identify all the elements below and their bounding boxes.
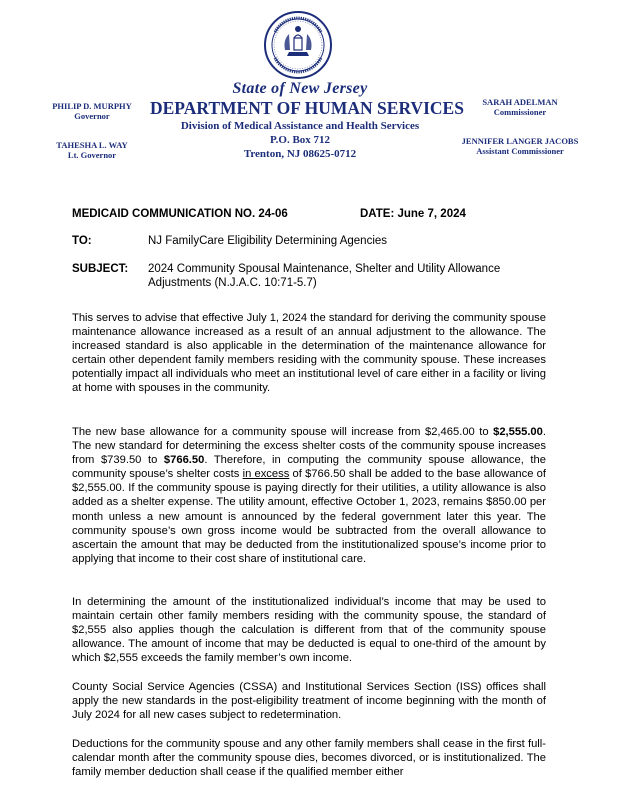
communication-number: MEDICAID COMMUNICATION NO. 24-06 bbox=[72, 208, 288, 220]
paragraph-family-members: In determining the amount of the institutionalized individual’s income that may be used to maintain certain other family members residing with the community spouse, the standard of $2,555 also applies though the calculation is different from that of the community spouse allowance. The amount of income that may be deducted is equal to one-third of the amount by which $2,555 exceeds the family member’s own income. bbox=[72, 596, 546, 665]
state-name: State of New Jersey bbox=[232, 80, 368, 97]
governor-block bbox=[36, 101, 148, 121]
division-name: Division of Medical Assistance and Health Services bbox=[180, 120, 420, 132]
lt-governor-block bbox=[36, 140, 148, 160]
po-box: P.O. Box 712 bbox=[269, 134, 331, 146]
paragraph-deductions: Deductions for the community spouse and any other family members shall cease in the first full-calendar month after the community spouse dies, becomes divorced, or is institutionalized. The family member deduction shall cease if the qualified member either bbox=[72, 738, 546, 779]
new-shelter-standard: $766.50 bbox=[163, 454, 205, 467]
p2-text-e: . Therefore, in computing the community spouse allowance, the community spouse’s shelter costs bbox=[72, 454, 546, 481]
subject-line-2: Adjustments (N.J.A.C. 10:71-5.7) bbox=[148, 277, 317, 289]
state-seal-logo bbox=[263, 10, 333, 80]
governor-title: Governor bbox=[74, 111, 110, 121]
commissioner-title: Commissioner bbox=[493, 107, 547, 117]
department-name: DEPARTMENT OF HUMAN SERVICES bbox=[150, 98, 464, 118]
assistant-commissioner-title: Assistant Commissioner bbox=[476, 146, 564, 156]
assistant-commissioner-block bbox=[445, 136, 595, 156]
subject-label: SUBJECT: bbox=[72, 263, 129, 275]
memo-date: DATE: June 7, 2024 bbox=[360, 208, 466, 220]
paragraph-base-allowance bbox=[72, 425, 546, 566]
to-value: NJ FamilyCare Eligibility Determining Agencies bbox=[148, 235, 388, 247]
in-excess-underlined: in excess bbox=[242, 468, 290, 481]
lt-governor-name: TAHESHA L. WAY bbox=[56, 140, 128, 150]
city-address: Trenton, NJ 08625-0712 bbox=[243, 148, 357, 160]
p2-text-g: of $766.50 shall be added to the base allowance of $2,555.00. If the community spouse is paying directly for their utilities, a utility allowance is also added as a shelter expense. The utility amount, effective October 1, 2023, remains $850.00 per month unless a new amount is announced by the federal government later this year. The community spouse’s own gross income would be subtracted from the overall allowance to ascertain the amount that may be deducted from the institutionalized spouse’s income prior to applying that income to their cost share of institutional care. bbox=[72, 468, 546, 565]
commissioner-name: SARAH ADELMAN bbox=[482, 97, 558, 107]
lt-governor-title: Lt. Governor bbox=[67, 150, 117, 160]
paragraph-cssa-iss: County Social Service Agencies (CSSA) and Institutional Services Section (ISS) offices shall apply the new standards in the post-eligibility treatment of income beginning with the month of July 2024 for all new cases subject to redetermination. bbox=[72, 681, 546, 722]
p2-text-c: . The new standard for determining the excess shelter costs of the community spouse increases from $739.50 to bbox=[72, 426, 546, 467]
assistant-commissioner-name: JENNIFER LANGER JACOBS bbox=[461, 136, 579, 146]
p2-text-a: The new base allowance for a community spouse will increase from $2,465.00 to bbox=[72, 426, 494, 438]
paragraph-effective-date: This serves to advise that effective July 1, 2024 the standard for deriving the community spouse maintenance allowance increased as a result of an annual adjustment to the allowance. The increased standard is also applicable in the determination of the maintenance allowance for certain other dependent family members residing with the community spouse. These increases potentially impact all individuals who meet an institutional level of care either in a facility or living at home with spouses in the community. bbox=[72, 312, 546, 395]
commissioner-block bbox=[445, 97, 595, 117]
to-label: TO: bbox=[72, 235, 92, 247]
governor-name: PHILIP D. MURPHY bbox=[52, 101, 132, 111]
subject-line-1: 2024 Community Spousal Maintenance, Shelter and Utility Allowance bbox=[148, 263, 501, 275]
new-base-allowance: $2,555.00 bbox=[493, 426, 543, 438]
